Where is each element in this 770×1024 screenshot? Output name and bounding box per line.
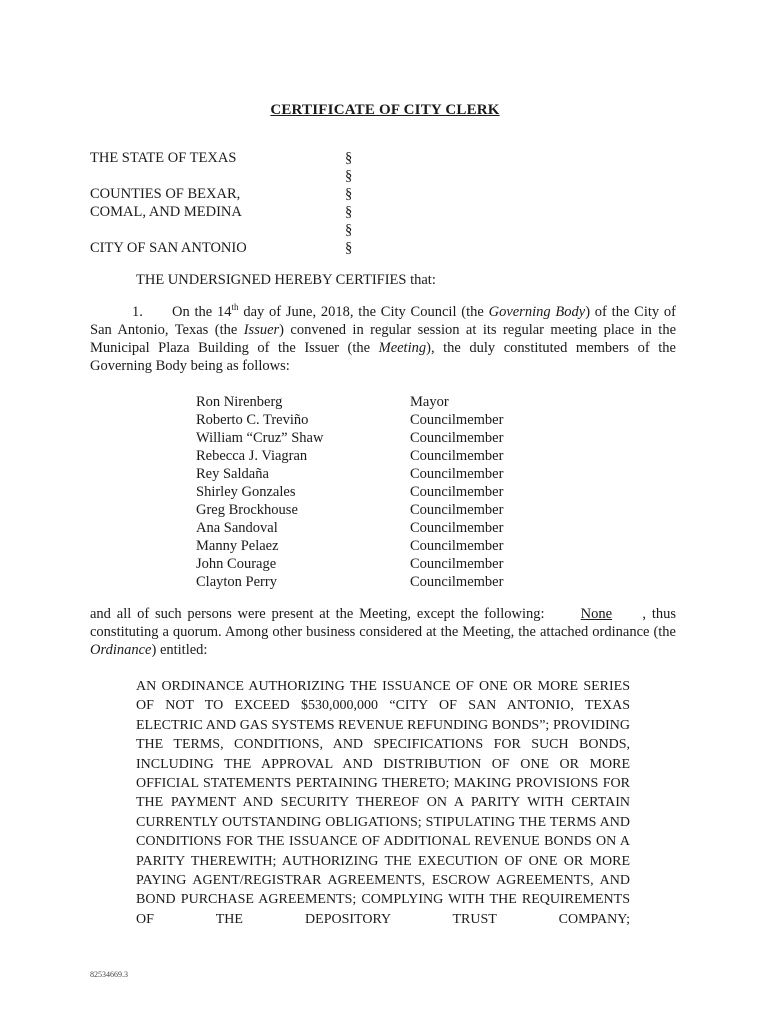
section-symbol: § — [345, 240, 353, 256]
member-name: John Courage — [196, 556, 277, 572]
paragraph-1 — [90, 303, 676, 375]
member-row — [196, 573, 526, 591]
member-row — [196, 501, 526, 519]
para1-text-b: day of June, 2018, the City Council (the — [238, 304, 489, 320]
ordinance-title-block: AN ORDINANCE AUTHORIZING THE ISSUANCE OF ONE OR MORE SERIES OF NOT TO EXCEED $530,000,000 “CITY OF SAN ANTONIO, TEXAS ELECTRIC AND GAS SYSTEMS REVENUE REFUNDING BONDS”; PROVIDING THE TERMS, CONDITIONS, AND SPECIFICATIONS FOR SUCH BONDS, INCLUDING THE APPROVAL AND DISTRIBUTION OF ONE OR MORE OFFICIAL STATEMENTS PERTAINING THERETO; MAKING PROVISIONS FOR THE PAYMENT AND SECURITY THEREOF ON A PARITY WITH CERTAIN CURRENTLY OUTSTANDING OBLIGATIONS; STIPULATING THE TERMS AND CONDITIONS FOR THE ISSUANCE OF ADDITIONAL REVENUE BONDS ON A PARITY THEREWITH; AUTHORIZING THE EXECUTION OF ONE OR MORE PAYING AGENT/REGISTRAR AGREEMENTS, ESCROW AGREEMENTS, AND BOND PURCHASE AGREEMENTS; COMPLYING WITH THE REQUIREMENTS OF THE DEPOSITORY TRUST COMPANY; — [136, 679, 630, 927]
member-row — [196, 537, 526, 555]
member-role: Mayor — [410, 394, 449, 410]
member-role: Councilmember — [410, 448, 504, 464]
paragraph-number: 1. — [132, 304, 143, 320]
member-row — [196, 465, 526, 483]
member-name: Shirley Gonzales — [196, 484, 296, 500]
para1-text-c: ) of the City of San Antonio, Texas (the — [90, 304, 677, 338]
caption-counties: COUNTIES OF BEXAR, — [90, 186, 241, 202]
caption-row — [90, 185, 650, 203]
member-role: Councilmember — [410, 466, 504, 482]
paragraph-2 — [90, 605, 676, 659]
para1-text-e: ), the duly constituted members of the Governing Body being as follows: — [90, 340, 676, 374]
member-role: Councilmember — [410, 502, 504, 518]
member-name: Manny Pelaez — [196, 538, 279, 554]
term-issuer: Issuer — [243, 322, 280, 338]
section-symbol: § — [345, 150, 353, 166]
member-name: Ron Nirenberg — [196, 394, 283, 410]
member-row — [196, 393, 526, 411]
para2-text-a: and all of such persons were present at the Meeting, except the following: — [90, 606, 551, 622]
member-role: Councilmember — [410, 556, 504, 572]
para1-text-d: ) convened in regular session at its regular meeting place in the Municipal Plaza Building of the Issuer (the — [90, 322, 677, 356]
caption-row — [90, 167, 650, 185]
member-row — [196, 483, 526, 501]
member-role: Councilmember — [410, 484, 504, 500]
document-id-footer: 82534669.3 — [90, 970, 128, 979]
para2-text-c: ) entitled: — [151, 642, 208, 658]
member-row — [196, 555, 526, 573]
member-row — [196, 447, 526, 465]
member-row — [196, 429, 526, 447]
term-ordinance: Ordinance — [90, 642, 152, 658]
member-name: Greg Brockhouse — [196, 502, 298, 518]
member-name: William “Cruz” Shaw — [196, 430, 324, 446]
caption-row — [90, 221, 650, 239]
member-role: Councilmember — [410, 538, 504, 554]
section-symbol: § — [345, 168, 353, 184]
section-symbol: § — [345, 222, 353, 238]
member-role: Councilmember — [410, 412, 504, 428]
member-role: Councilmember — [410, 574, 504, 590]
caption-row — [90, 239, 650, 257]
caption-state: THE STATE OF TEXAS — [90, 150, 237, 166]
certifies-line: THE UNDERSIGNED HEREBY CERTIFIES that: — [136, 272, 436, 288]
members-list — [196, 393, 526, 591]
para2-text-b: , thus constituting a quorum. Among other business considered at the Meeting, the attached ordinance (the — [90, 606, 676, 640]
member-row — [196, 411, 526, 429]
section-symbol: § — [345, 186, 353, 202]
member-name: Clayton Perry — [196, 574, 277, 590]
caption-row — [90, 149, 650, 167]
member-role: Councilmember — [410, 430, 504, 446]
term-meeting: Meeting — [378, 340, 427, 356]
term-governing-body: Governing Body — [488, 304, 586, 320]
caption-block — [90, 149, 650, 257]
member-name: Roberto C. Treviño — [196, 412, 309, 428]
member-name: Ana Sandoval — [196, 520, 278, 536]
absent-members-blank: None — [580, 606, 613, 622]
para1-text-a: On the 14 — [172, 304, 232, 320]
document-title: CERTIFICATE OF CITY CLERK — [270, 102, 500, 118]
member-name: Rey Saldaña — [196, 466, 269, 482]
section-symbol: § — [345, 204, 353, 220]
member-row — [196, 519, 526, 537]
caption-counties-cont: COMAL, AND MEDINA — [90, 204, 242, 220]
member-name: Rebecca J. Viagran — [196, 448, 308, 464]
member-role: Councilmember — [410, 520, 504, 536]
caption-row — [90, 203, 650, 221]
para1-sup: th — [231, 302, 239, 313]
caption-city: CITY OF SAN ANTONIO — [90, 240, 247, 256]
